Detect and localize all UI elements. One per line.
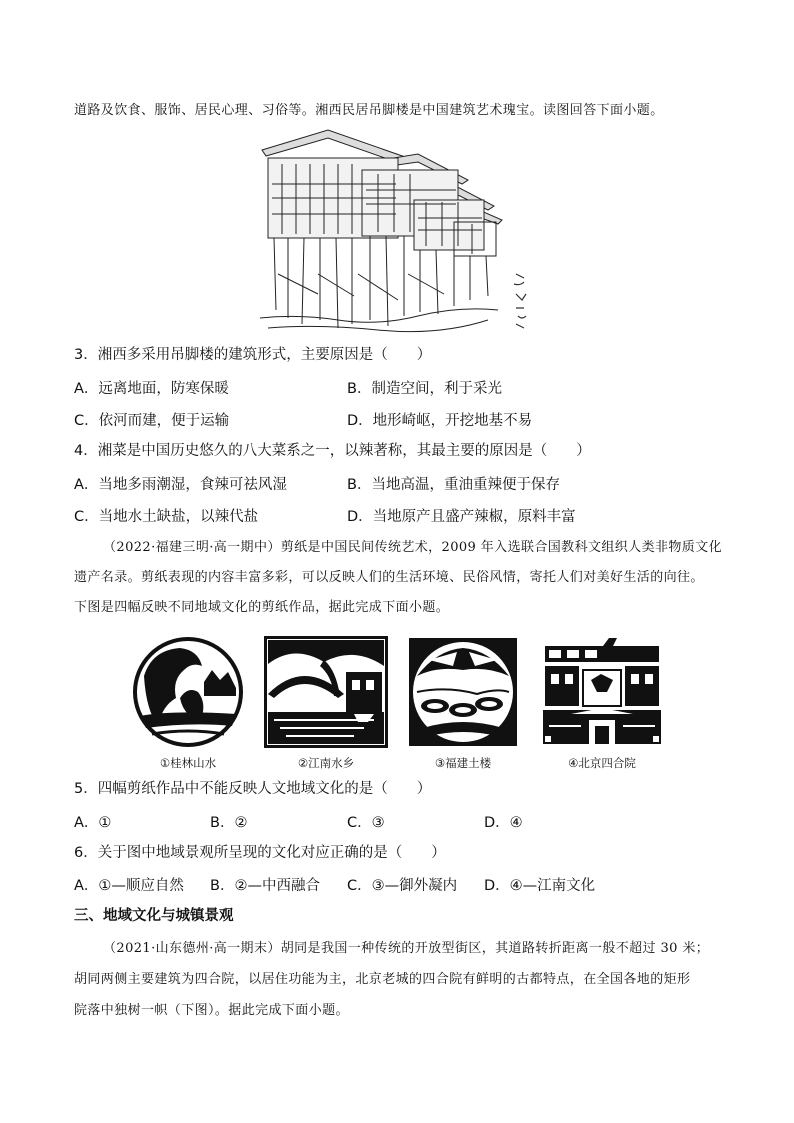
q5-option-c: C．③ <box>347 815 385 831</box>
caption-guilin: ①桂林山水 <box>159 756 217 770</box>
q5-stem: 5．四幅剪纸作品中不能反映人文地域文化的是（ ） <box>74 781 432 797</box>
caption-tulou: ③福建土楼 <box>434 756 492 770</box>
passage3-line3: 院落中独树一帜（下图）。据此完成下面小题。 <box>74 1003 349 1018</box>
q3-option-b: B．制造空间，利于采光 <box>347 381 502 397</box>
papercut-siheyuan <box>541 636 663 748</box>
q6-option-a: A．①—顺应自然 <box>74 878 184 894</box>
passage3-line2: 胡同两侧主要建筑为四合院，以居住功能为主，北京老城的四合院有鲜明的古都特点，在全国各地的矩形 <box>74 972 691 987</box>
q3-option-a: A．远离地面，防寒保暖 <box>74 381 229 397</box>
q3-option-d: D．地形崎岖，开挖地基不易 <box>347 413 533 429</box>
caption-siheyuan: ④北京四合院 <box>568 756 636 770</box>
q4-option-a: A．当地多雨潮湿，食辣可祛风湿 <box>74 477 287 493</box>
q4-option-d: D．当地原产且盛产辣椒，原料丰富 <box>347 509 576 525</box>
q6-stem: 6．关于图中地域景观所呈现的文化对应正确的是（ ） <box>74 845 446 861</box>
q5-option-a: A．① <box>74 815 112 831</box>
stilt-house-sketch <box>258 124 538 336</box>
q4-option-c: C．当地水土缺盐，以辣代盐 <box>74 509 259 525</box>
passage3-line1: （2021·山东德州·高一期末）胡同是我国一种传统的开放型街区，其道路转折距离一般不超过 30 米； <box>103 941 710 956</box>
papercut-guilin <box>132 636 244 748</box>
q6-option-b: B．②—中西融合 <box>210 878 320 894</box>
section-heading: 三、地域文化与城镇景观 <box>74 908 234 924</box>
q6-option-c: C．③—御外凝内 <box>347 878 458 894</box>
q4-option-b: B．当地高温，重油重辣便于保存 <box>347 477 560 493</box>
papercut-tulou <box>407 636 519 748</box>
q3-stem: 3．湘西多采用吊脚楼的建筑形式，主要原因是（ ） <box>74 347 432 363</box>
q3-option-c: C．依河而建，便于运输 <box>74 413 230 429</box>
intro-line: 道路及饮食、服饰、居民心理、习俗等。湘西民居吊脚楼是中国建筑艺术瑰宝。读图回答下面小题。 <box>74 103 664 118</box>
q6-option-d: D．④—江南文化 <box>484 878 596 894</box>
caption-jiangnan: ②江南水乡 <box>297 756 355 770</box>
q5-option-b: B．② <box>210 815 248 831</box>
papercut-jiangnan <box>264 636 388 748</box>
passage2-line1: （2022·福建三明·高一期中）剪纸是中国民间传统艺术，2009 年入选联合国教科文组织人类非物质文化 <box>103 540 722 555</box>
q4-stem: 4．湘菜是中国历史悠久的八大菜系之一，以辣著称，其最主要的原因是（ ） <box>74 443 591 459</box>
passage2-line2: 遗产名录。剪纸表现的内容丰富多彩，可以反映人们的生活环境、民俗风情，寄托人们对美好生活的向往。 <box>74 570 704 585</box>
passage2-line3: 下图是四幅反映不同地域文化的剪纸作品，据此完成下面小题。 <box>74 600 450 615</box>
q5-option-d: D．④ <box>484 815 523 831</box>
